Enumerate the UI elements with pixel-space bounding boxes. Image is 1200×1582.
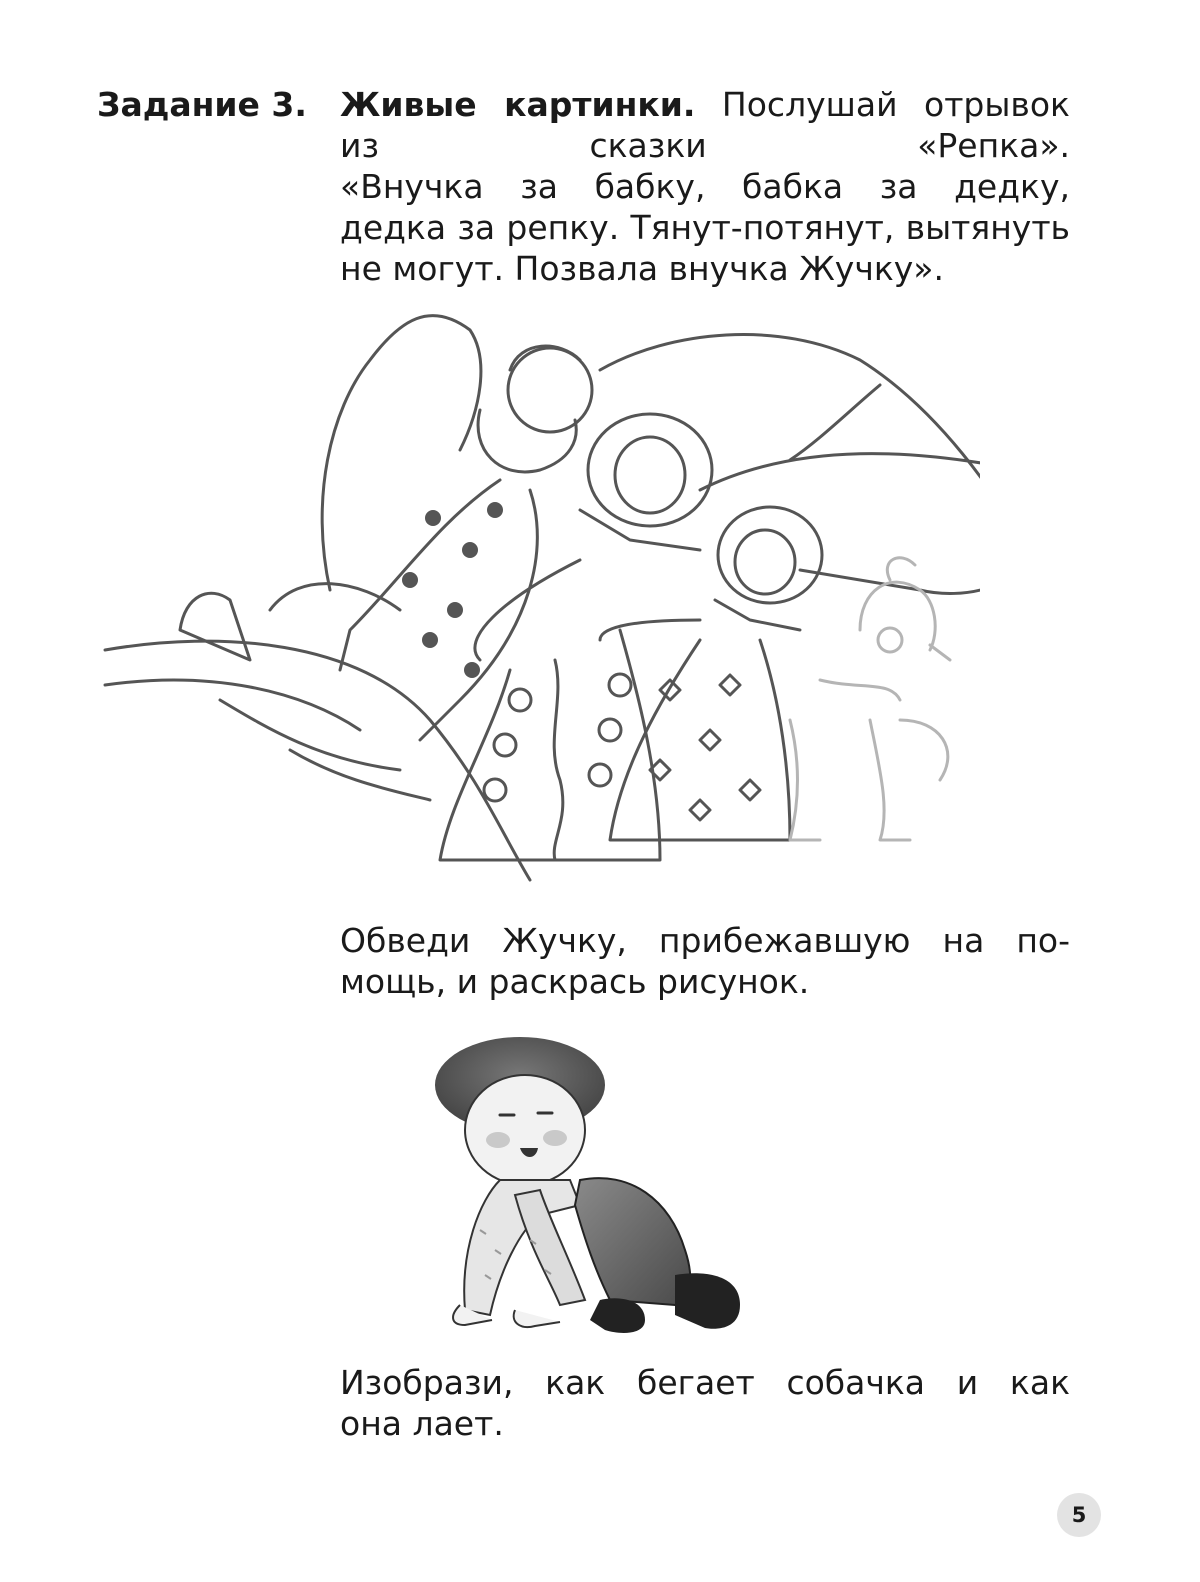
instruction-act-out	[340, 1362, 1070, 1444]
page-number: 5	[1057, 1493, 1101, 1537]
task-title: Живые картинки.	[340, 85, 696, 124]
task-label: Задание 3.	[97, 85, 307, 124]
intro-line-4: дедка за репку. Тянут-потянут, вытянуть	[340, 208, 1070, 247]
instruction-2-line-1: Изобрази, как бегает собачка и как	[340, 1363, 1070, 1402]
task-intro	[340, 84, 1070, 289]
turnip-story-illustration	[100, 300, 980, 900]
intro-line-3: «Внучка за бабку, бабка за дедку,	[340, 167, 1070, 206]
intro-line-2: из сказки «Репка».	[340, 126, 1070, 165]
instruction-trace-and-color	[340, 920, 1070, 1002]
intro-line-5: не могут. Позвала внучка Жучку».	[340, 249, 944, 288]
instruction-1-line-1: Обведи Жучку, прибежавшую на по-	[340, 921, 1070, 960]
instruction-2-line-2: она лает.	[340, 1404, 504, 1443]
crawling-boy-illustration	[420, 1030, 760, 1350]
intro-line-1: Живые картинки. Послушай отрывок	[340, 85, 1070, 124]
instruction-1-line-2: мощь, и раскрась рисунок.	[340, 962, 810, 1001]
